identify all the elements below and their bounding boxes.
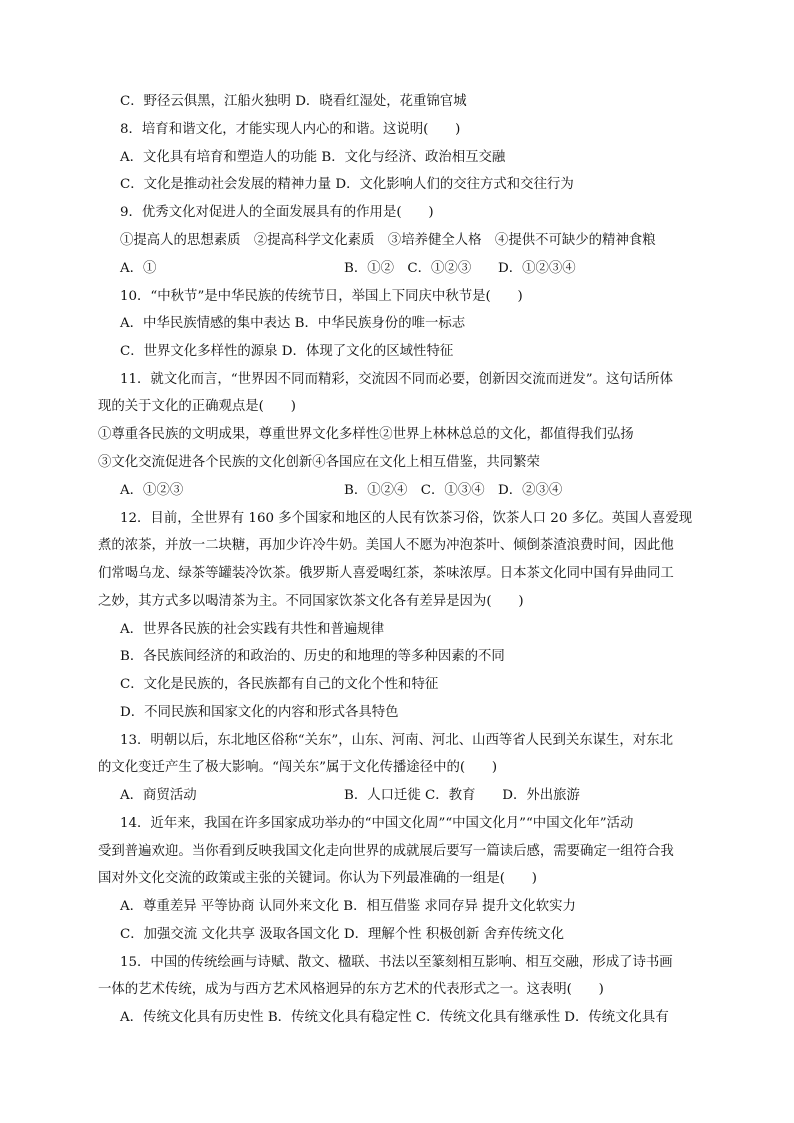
q12-stem-line3: 们常喝乌龙、绿茶等罐装冷饮茶。俄罗斯人喜爱喝红茶，茶味浓厚。日本茶文化同中国有异曲同工 xyxy=(98,566,674,581)
q11-stem-line1: 11．就文化而言，“世界因不同而精彩，交流因不同而必要，创新因交流而迸发”。这句话所体 xyxy=(120,372,673,387)
q9-option-a: A．① xyxy=(120,261,157,276)
q10-stem: 10．“中秋节”是中华民族的传统节日，举国上下同庆中秋节是( ) xyxy=(120,289,523,304)
q9-stem: 9．优秀文化对促进人的全面发展具有的作用是( ) xyxy=(120,205,434,220)
q13-option-bcd: B．人口迁徙 C．教育 D．外出旅游 xyxy=(344,788,580,803)
q12-stem-line1: 12．目前，全世界有 160 多个国家和地区的人民有饮茶习俗，饮茶人口 20 多亿。英国人喜爱现 xyxy=(120,511,693,526)
q13-option-a: A．商贸活动 xyxy=(120,788,197,803)
q11-option-bcd: B．①②④ C．①③④ D．②③④ xyxy=(344,483,563,498)
q11-statements-1: ①尊重各民族的文明成果，尊重世界文化多样性②世界上林林总总的文化，都值得我们弘扬 xyxy=(98,427,634,442)
q11-statements-2: ③文化交流促进各个民族的文化创新④各国应在文化上相互借鉴，共同繁荣 xyxy=(98,455,540,470)
q7-option-cd: C．野径云俱黑，江船火独明 D．晓看红湿处，花重锦官城 xyxy=(120,94,467,109)
q12-option-d: D．不同民族和国家文化的内容和形式各具特色 xyxy=(120,705,399,720)
q14-stem-line2: 受到普遍欢迎。当你看到反映我国文化走向世界的成就展后要写一篇读后感，需要确定一组符合我 xyxy=(98,844,674,859)
q10-option-cd: C．世界文化多样性的源泉 D．体现了文化的区域性特征 xyxy=(120,344,454,359)
q14-stem-line3: 国对外文化交流的政策或主张的关键词。你认为下列最准确的一组是( ) xyxy=(98,871,537,886)
q14-stem-line1: 14．近年来，我国在许多国家成功举办的“中国文化周”“中国文化月”“中国文化年”活动 xyxy=(120,816,634,831)
q8-stem: 8．培育和谐文化，才能实现人内心的和谐。这说明( ) xyxy=(120,122,461,137)
q12-option-c: C．文化是民族的，各民族都有自己的文化个性和特征 xyxy=(120,677,439,692)
q12-option-b: B．各民族间经济的和政治的、历史的和地理的等多种因素的不同 xyxy=(120,649,505,664)
q12-stem-line4: 之妙，其方式多以喝清茶为主。不同国家饮茶文化各有差异是因为( ) xyxy=(98,594,524,609)
q11-option-a: A．①②③ xyxy=(120,483,184,498)
q14-option-ab: A．尊重差异 平等协商 认同外来文化 B．相互借鉴 求同存异 提升文化软实力 xyxy=(120,899,576,914)
q13-stem-line1: 13．明朝以后，东北地区俗称“关东”，山东、河南、河北、山西等省人民到关东谋生，对东北 xyxy=(120,733,673,748)
q12-stem-line2: 煮的浓茶，并放一二块糖，再加少许冷牛奶。美国人不愿为冲泡茶叶、倾倒茶渣浪费时间，因此他 xyxy=(98,538,674,553)
q14-option-cd: C．加强交流 文化共享 汲取各国文化 D．理解个性 积极创新 舍弃传统文化 xyxy=(120,927,564,942)
q13-stem-line2: 的文化变迁产生了极大影响。“闯关东”属于文化传播途径中的( ) xyxy=(98,760,498,775)
q8-option-ab: A．文化具有培育和塑造人的功能 B．文化与经济、政治相互交融 xyxy=(120,150,506,165)
q10-option-ab: A．中华民族情感的集中表达 B．中华民族身份的唯一标志 xyxy=(120,316,466,331)
q9-statements: ①提高人的思想素质 ②提高科学文化素质 ③培养健全人格 ④提供不可缺少的精神食粮 xyxy=(120,233,656,248)
q9-option-bcd: B．①② C．①②③ D．①②③④ xyxy=(344,261,576,276)
q12-option-a: A．世界各民族的社会实践有共性和普遍规律 xyxy=(120,622,385,637)
q15-options: A．传统文化具有历史性 B．传统文化具有稳定性 C．传统文化具有继承性 D．传统文化具有 xyxy=(120,1010,669,1025)
q15-stem-line2: 一体的艺术传统，成为与西方艺术风格迥异的东方艺术的代表形式之一。这表明( ) xyxy=(98,982,604,997)
q11-stem-line2: 现的关于文化的正确观点是( ) xyxy=(98,399,296,414)
q15-stem-line1: 15．中国的传统绘画与诗赋、散文、楹联、书法以至篆刻相互影响、相互交融，形成了诗书画 xyxy=(120,955,673,970)
q8-option-cd: C．文化是推动社会发展的精神力量 D．文化影响人们的交往方式和交往行为 xyxy=(120,177,574,192)
